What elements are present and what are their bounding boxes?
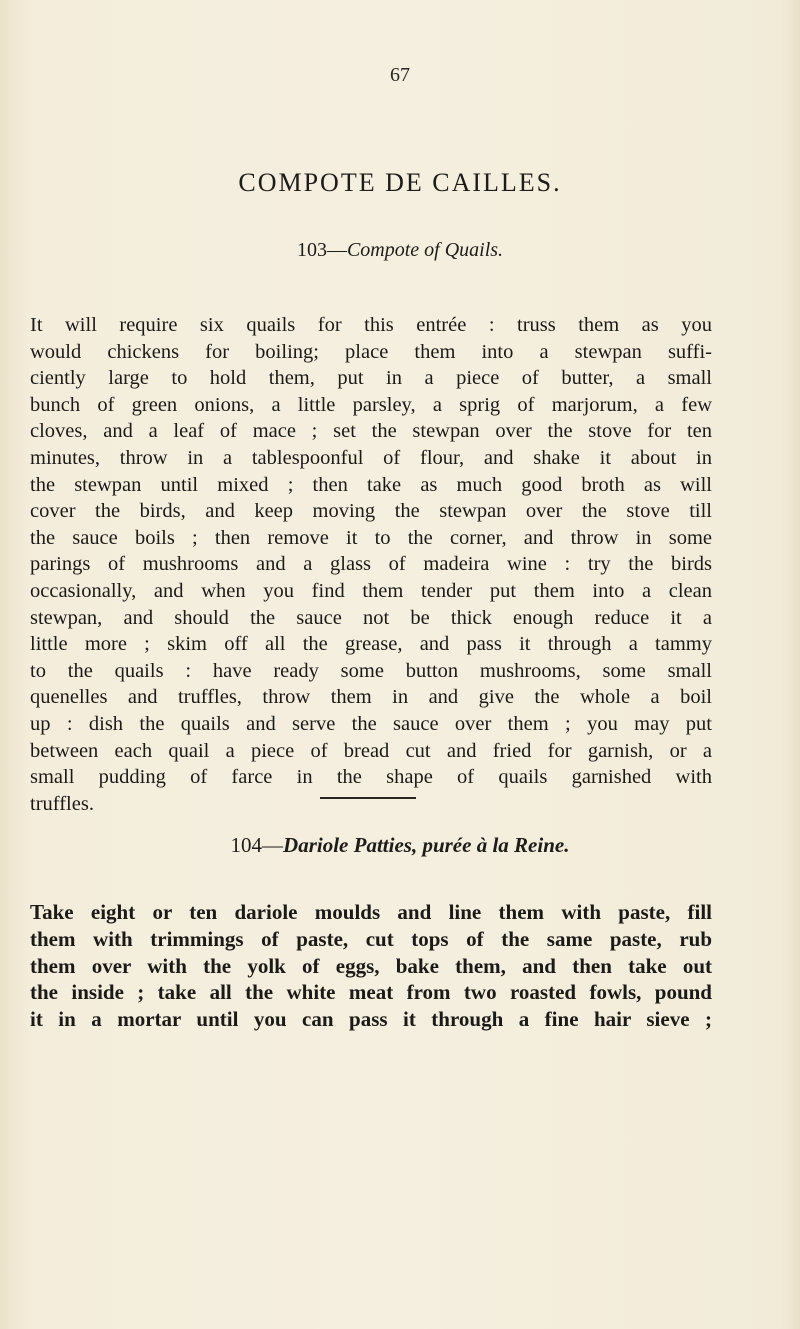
text-line: the sauce boils ; then remove it to the corner, and throw in some: [30, 526, 712, 549]
text-line: quenelles and truffles, throw them in and give the whole a boil: [30, 686, 712, 709]
text-line: It will require six quails for this entrée : truss them as you: [30, 314, 712, 336]
recipe-text-104: [30, 899, 712, 1033]
section-number: 104—: [230, 833, 284, 857]
section-title: Dariole Patties, purée à la Reine.: [283, 833, 570, 857]
text-line: little more ; skim off all the grease, and pass it through a tammy: [30, 633, 712, 656]
text-line: Take eight or ten dariole moulds and line them with paste, fill: [30, 900, 712, 924]
text-line: them with trimmings of paste, cut tops of the same paste, rub: [30, 926, 712, 951]
section-number: 103—: [296, 239, 347, 261]
text-line: cover the birds, and keep moving the stewpan over the stove till: [30, 500, 712, 523]
text-line: occasionally, and when you find them tender put them into a clean: [30, 579, 712, 602]
section-heading-104: [0, 833, 800, 858]
text-line: up : dish the quails and serve the sauce over them ; you may put: [30, 712, 712, 735]
recipe-text-103: [30, 312, 712, 817]
text-line: would chickens for boiling; place them into a stewpan suffi-: [30, 340, 712, 363]
section-title: Compote of Quails.: [346, 239, 504, 261]
text-line: ciently large to hold them, put in a piece of butter, a small: [30, 367, 712, 390]
text-line: to the quails : have ready some button mushrooms, some small: [30, 659, 712, 682]
text-line: stewpan, and should the sauce not be thick enough reduce it a: [30, 606, 712, 629]
text-line: it in a mortar until you can pass it through a fine hair sieve ;: [30, 1007, 712, 1032]
text-line: truffles.: [30, 792, 94, 815]
text-line: the stewpan until mixed ; then take as much good broth as will: [30, 473, 712, 496]
text-line: small pudding of farce in the shape of quails garnished with: [30, 766, 712, 789]
section-divider: [320, 797, 416, 799]
chapter-title: COMPOTE DE CAILLES.: [238, 168, 562, 197]
text-line: parings of mushrooms and a glass of madeira wine : try the birds: [30, 553, 712, 576]
page-number: 67: [390, 64, 410, 86]
text-line: cloves, and a leaf of mace ; set the stewpan over the stove for ten: [30, 420, 712, 443]
text-line: bunch of green onions, a little parsley, a sprig of marjorum, a few: [30, 393, 712, 416]
text-line: minutes, throw in a tablespoonful of flour, and shake it about in: [30, 446, 712, 469]
text-line: between each quail a piece of bread cut and fried for garnish, or a: [30, 739, 712, 762]
section-heading-103: [0, 239, 800, 262]
text-line: the inside ; take all the white meat from two roasted fowls, pound: [30, 980, 712, 1005]
text-line: them over with the yolk of eggs, bake them, and then take out: [30, 953, 712, 978]
